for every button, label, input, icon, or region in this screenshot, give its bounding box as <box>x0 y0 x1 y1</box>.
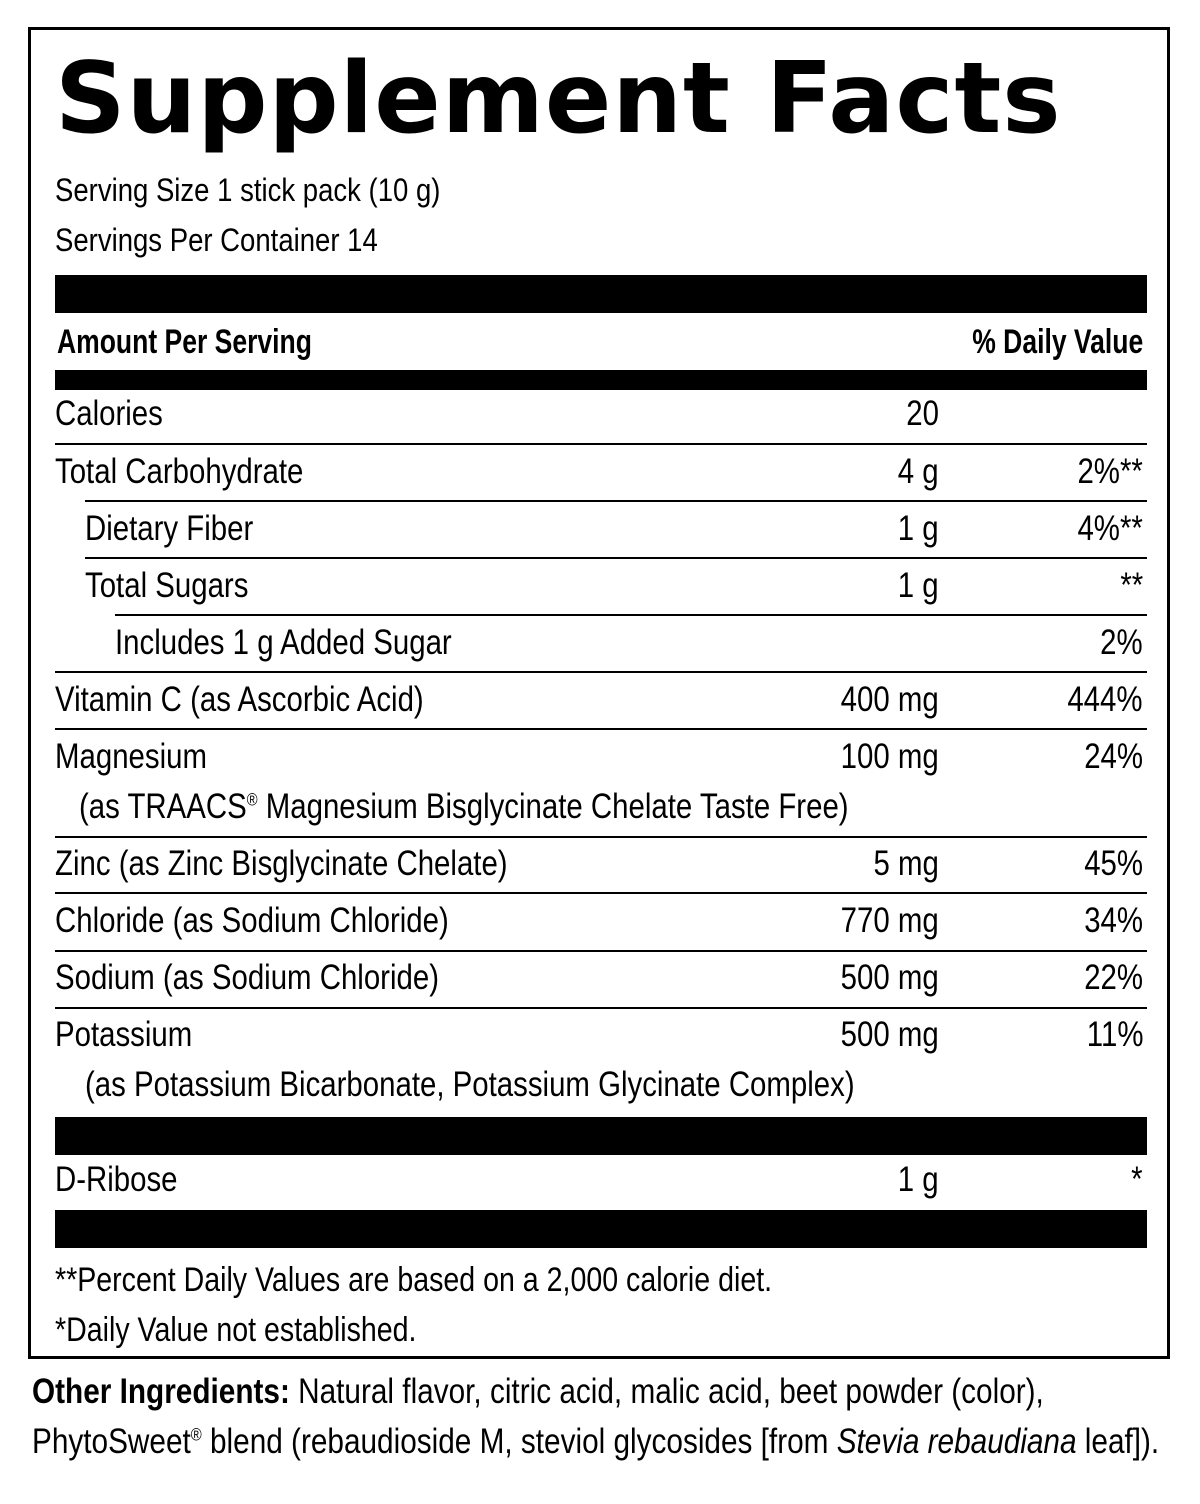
nutrient-name: D-Ribose <box>55 1160 178 1199</box>
nutrient-name: Potassium <box>55 1015 193 1054</box>
nutrient-daily-value: 2% <box>1100 623 1143 662</box>
row-divider <box>55 950 1147 952</box>
nutrient-source: (as Potassium Bicarbonate, Potassium Glycinate Complex) <box>85 1065 855 1104</box>
nutrient-amount: 400 mg <box>840 680 939 719</box>
row-divider <box>85 500 1147 502</box>
nutrient-amount: 1 g <box>898 1160 939 1199</box>
nutrient-daily-value: 2%** <box>1077 452 1143 491</box>
thick-divider-top <box>55 275 1147 313</box>
nutrient-daily-value: 11% <box>1086 1015 1143 1054</box>
nutrient-daily-value: 4%** <box>1077 509 1143 548</box>
nutrient-name: Dietary Fiber <box>85 509 254 548</box>
supplement-facts-panel <box>28 27 1170 1359</box>
nutrient-daily-value: 24% <box>1084 737 1143 776</box>
nutrient-name: Calories <box>55 394 163 433</box>
row-divider <box>85 557 1147 559</box>
nutrient-name: Chloride (as Sodium Chloride) <box>55 901 449 940</box>
nutrient-amount: 100 mg <box>840 737 939 776</box>
row-divider <box>55 671 1147 673</box>
nutrient-name: Magnesium <box>55 737 207 776</box>
nutrient-name: Sodium (as Sodium Chloride) <box>55 958 439 997</box>
daily-value-header: % Daily Value <box>971 323 1143 361</box>
other-ingredients-label: Other Ingredients: <box>32 1372 290 1411</box>
row-divider <box>55 892 1147 894</box>
footnote-percent-daily-values: **Percent Daily Values are based on a 2,000 calorie diet. <box>55 1261 773 1299</box>
panel-title: Supplement Facts <box>55 42 1062 156</box>
thick-divider-middle <box>55 1117 1147 1155</box>
nutrient-daily-value: 22% <box>1084 958 1143 997</box>
nutrient-daily-value: 34% <box>1084 901 1143 940</box>
nutrient-amount: 500 mg <box>840 1015 939 1054</box>
amount-per-serving-header: Amount Per Serving <box>57 323 312 361</box>
row-divider <box>55 836 1147 838</box>
nutrient-daily-value: ** <box>1120 566 1143 605</box>
servings-per-container: Servings Per Container 14 <box>55 222 378 258</box>
row-divider <box>55 728 1147 730</box>
nutrient-amount: 500 mg <box>840 958 939 997</box>
row-divider <box>55 443 1147 445</box>
nutrient-daily-value: * <box>1131 1160 1143 1199</box>
nutrient-amount: 20 <box>906 394 939 433</box>
nutrient-name: Total Sugars <box>85 566 249 605</box>
nutrient-daily-value: 444% <box>1067 680 1143 719</box>
medium-divider <box>55 370 1147 390</box>
footnote-daily-value-not-established: *Daily Value not established. <box>55 1311 417 1349</box>
nutrient-name: Total Carbohydrate <box>55 452 304 491</box>
nutrient-amount: 1 g <box>898 566 939 605</box>
serving-size: Serving Size 1 stick pack (10 g) <box>55 172 441 208</box>
stevia-species-name: Stevia rebaudiana <box>836 1422 1077 1461</box>
nutrient-source: (as TRAACS® Magnesium Bisglycinate Chelate Taste Free) <box>79 787 849 826</box>
other-ingredients-line-1: Other Ingredients: Natural flavor, citric acid, malic acid, beet powder (color), <box>32 1372 1044 1411</box>
other-ingredients-line-2: PhytoSweet® blend (rebaudioside M, steviol glycosides [from Stevia rebaudiana leaf]). <box>32 1422 1160 1461</box>
nutrient-name: Zinc (as Zinc Bisglycinate Chelate) <box>55 844 508 883</box>
nutrient-amount: 5 mg <box>873 844 939 883</box>
nutrient-amount: 770 mg <box>840 901 939 940</box>
nutrient-name: Includes 1 g Added Sugar <box>115 623 452 662</box>
nutrient-amount: 4 g <box>898 452 939 491</box>
nutrient-amount: 1 g <box>898 509 939 548</box>
registered-mark: ® <box>190 1424 202 1445</box>
thick-divider-bottom <box>55 1210 1147 1248</box>
registered-mark: ® <box>246 789 258 810</box>
nutrient-daily-value: 45% <box>1084 844 1143 883</box>
row-divider <box>55 1007 1147 1009</box>
row-divider <box>115 614 1147 616</box>
nutrient-name: Vitamin C (as Ascorbic Acid) <box>55 680 424 719</box>
